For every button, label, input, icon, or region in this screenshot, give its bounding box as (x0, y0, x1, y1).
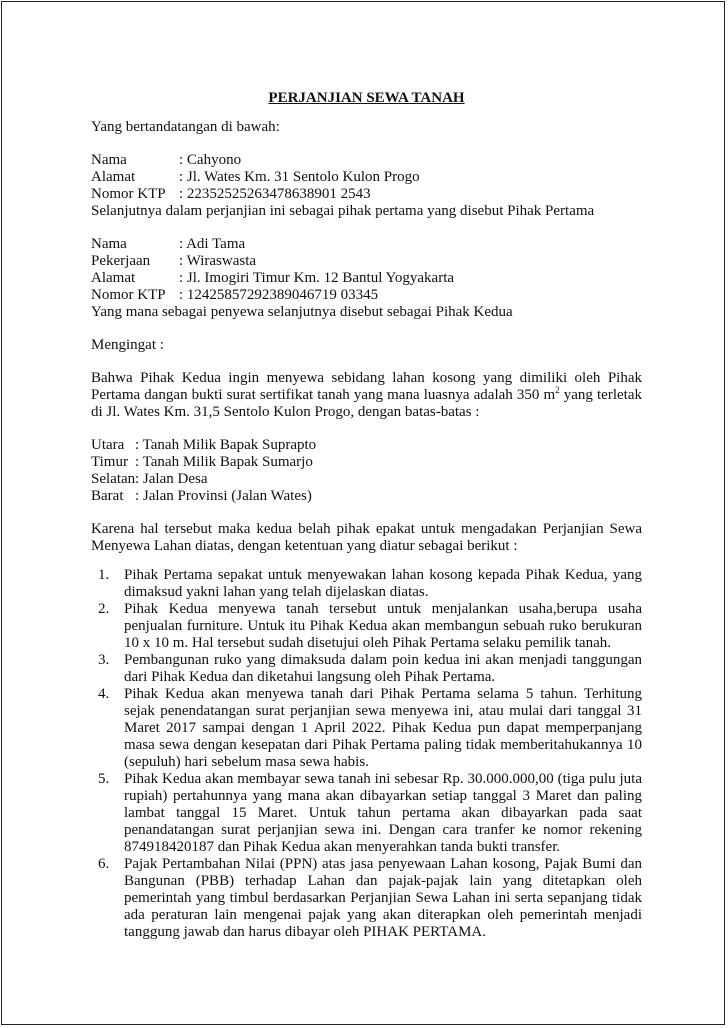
boundary-row (91, 471, 642, 488)
term-number: 4. (98, 686, 110, 702)
party1-note: Selanjutnya dalam perjanjian ini sebagai pihak pertama yang disebut Pihak Pertama (91, 203, 595, 219)
boundary-value: : Tanah Milik Bapak Sumarjo (135, 454, 313, 470)
list-item (91, 652, 642, 686)
boundary-label: Utara (91, 437, 125, 453)
term-number: 2. (98, 601, 110, 617)
term-text: Pihak Pertama sepakat untuk menyewakan lahan kosong kepada Pihak Kedua, yang dimaksud yakni lahan yang telah dijelaskan diatas. (124, 567, 642, 600)
party1-row (91, 186, 642, 203)
boundary-label: Timur (91, 454, 128, 470)
term-text: Pembangunan ruko yang dimaksuda dalam poin kedua ini akan menjadi tanggungan dari Pihak Kedua dan diketahui langsung oleh Pihak Pertama. (124, 652, 642, 685)
land-description-text-end: yang terletak di Jl. Wates Km. 31,5 Sentolo Kulon Progo, dengan batas-batas : (91, 387, 642, 420)
list-item (91, 686, 642, 771)
document-title: PERJANJIAN SEWA TANAH (268, 90, 465, 106)
term-text: Pihak Kedua akan membayar sewa tanah ini sebesar Rp. 30.000.000,00 (tiga pulu juta rupiah) pertahunnya yang mana akan dibayarkan setiap tanggal 3 Maret dan paling lambat tanggal 15 Maret. Untuk tahun pertama akan dibayarkan pada saat penandatangan surat perjanjian sewa ini. Dengan cara tranfer ke nomor rekening 874918420187 dan Pihak Kedua akan menyerahkan tanda bukti transfer. (124, 771, 642, 855)
party1-value: : 22352525263478638901 2543 (179, 186, 371, 202)
boundary-value: : Tanah Milik Bapak Suprapto (135, 437, 317, 453)
party1-value: : Cahyono (179, 152, 242, 168)
list-item (91, 601, 642, 652)
boundary-label: Barat (91, 488, 124, 504)
party1-label: Nama (91, 152, 127, 168)
party2-label: Nomor KTP (91, 287, 166, 303)
document-page (1, 1, 725, 1025)
list-item (91, 567, 642, 601)
term-text: Pajak Pertambahan Nilai (PPN) atas jasa penyewaan Lahan kosong, Pajak Bumi dan Bangunan (PBB) terhadap Lahan dan pajak-pajak lain yang ditetapkan oleh pemerintah yang timbul berdasarkan Perjanjian Sewa Lahan ini serta sepanjang tidak ada peraturan lain mengenai pajak yang akan diterapkan oleh pemerintah menjadi tanggung jawab dan harus dibayar oleh PIHAK PERTAMA. (124, 856, 642, 940)
party1-row (91, 152, 642, 169)
party2-label: Nama (91, 236, 127, 252)
party1-value: : Jl. Wates Km. 31 Sentolo Kulon Progo (179, 169, 420, 185)
area-superscript: 2 (555, 385, 560, 395)
party2-value: : Adi Tama (179, 236, 246, 252)
party1-label: Alamat (91, 169, 136, 185)
term-text: Pihak Kedua akan menyewa tanah dari Pihak Pertama selama 5 tahun. Terhitung sejak penendatangan surat perjanjian sewa menyewa ini, atau mulai dari tanggal 31 Maret 2017 sampai dengan 1 April 2022. Pihak Kedua pun dapat memperpanjang masa sewa dengan kesepatan dari Pihak Pertama paling tidak memberitahukannya 10 (sepuluh) hari sebelum masa sewa habis. (124, 686, 642, 770)
agreement-paragraph: Karena hal tersebut maka kedua belah pihak epakat untuk mengadakan Perjanjian Sewa Menyewa Lahan diatas, dengan ketentuan yang diatur sebagai berikut : (91, 521, 642, 554)
party2-row (91, 253, 642, 270)
boundary-value: : Jalan Desa (135, 471, 208, 487)
party2-value: : Jl. Imogiri Timur Km. 12 Bantul Yogyakarta (179, 270, 455, 286)
land-description-text: Bahwa Pihak Kedua ingin menyewa sebidang lahan kosong yang dimiliki oleh Pihak Pertama dangan bukti surat sertifikat tanah yang mana luasnya adalah 350 m (91, 370, 642, 403)
mengingat-heading: Mengingat : (91, 337, 164, 353)
land-description-paragraph (91, 370, 642, 421)
terms-list (91, 567, 642, 941)
term-number: 1. (98, 567, 110, 583)
list-item (91, 856, 642, 941)
boundary-label: Selatan (91, 471, 136, 487)
term-number: 5. (98, 771, 110, 787)
intro-line: Yang bertandatangan di bawah: (91, 119, 280, 135)
party2-label: Alamat (91, 270, 136, 286)
term-text: Pihak Kedua menyewa tanah tersebut untuk menjalankan usaha,berupa usaha penjualan furniture. Untuk itu Pihak Kedua akan membangun sebuah ruko berukuran 10 x 10 m. Hal tersebut sudah disetujui oleh Pihak Pertama selaku pemilik tanah. (124, 601, 642, 651)
party2-label: Pekerjaan (91, 253, 151, 269)
boundary-value: : Jalan Provinsi (Jalan Wates) (135, 488, 312, 504)
party2-note: Yang mana sebagai penyewa selanjutnya disebut sebagai Pihak Kedua (91, 304, 513, 320)
party1-label: Nomor KTP (91, 186, 166, 202)
document-body (91, 90, 642, 941)
boundary-row (91, 437, 642, 454)
term-number: 3. (98, 652, 110, 668)
party2-value: : 12425857292389046719 03345 (179, 287, 379, 303)
boundaries-block (91, 437, 642, 505)
party2-block (91, 236, 642, 321)
party1-row (91, 169, 642, 186)
list-item (91, 771, 642, 856)
party2-row (91, 236, 642, 253)
party2-row (91, 270, 642, 287)
boundary-row (91, 454, 642, 471)
party2-value: : Wiraswasta (179, 253, 257, 269)
party2-row (91, 287, 642, 304)
party1-block (91, 152, 642, 220)
boundary-row (91, 488, 642, 505)
term-number: 6. (98, 856, 110, 872)
